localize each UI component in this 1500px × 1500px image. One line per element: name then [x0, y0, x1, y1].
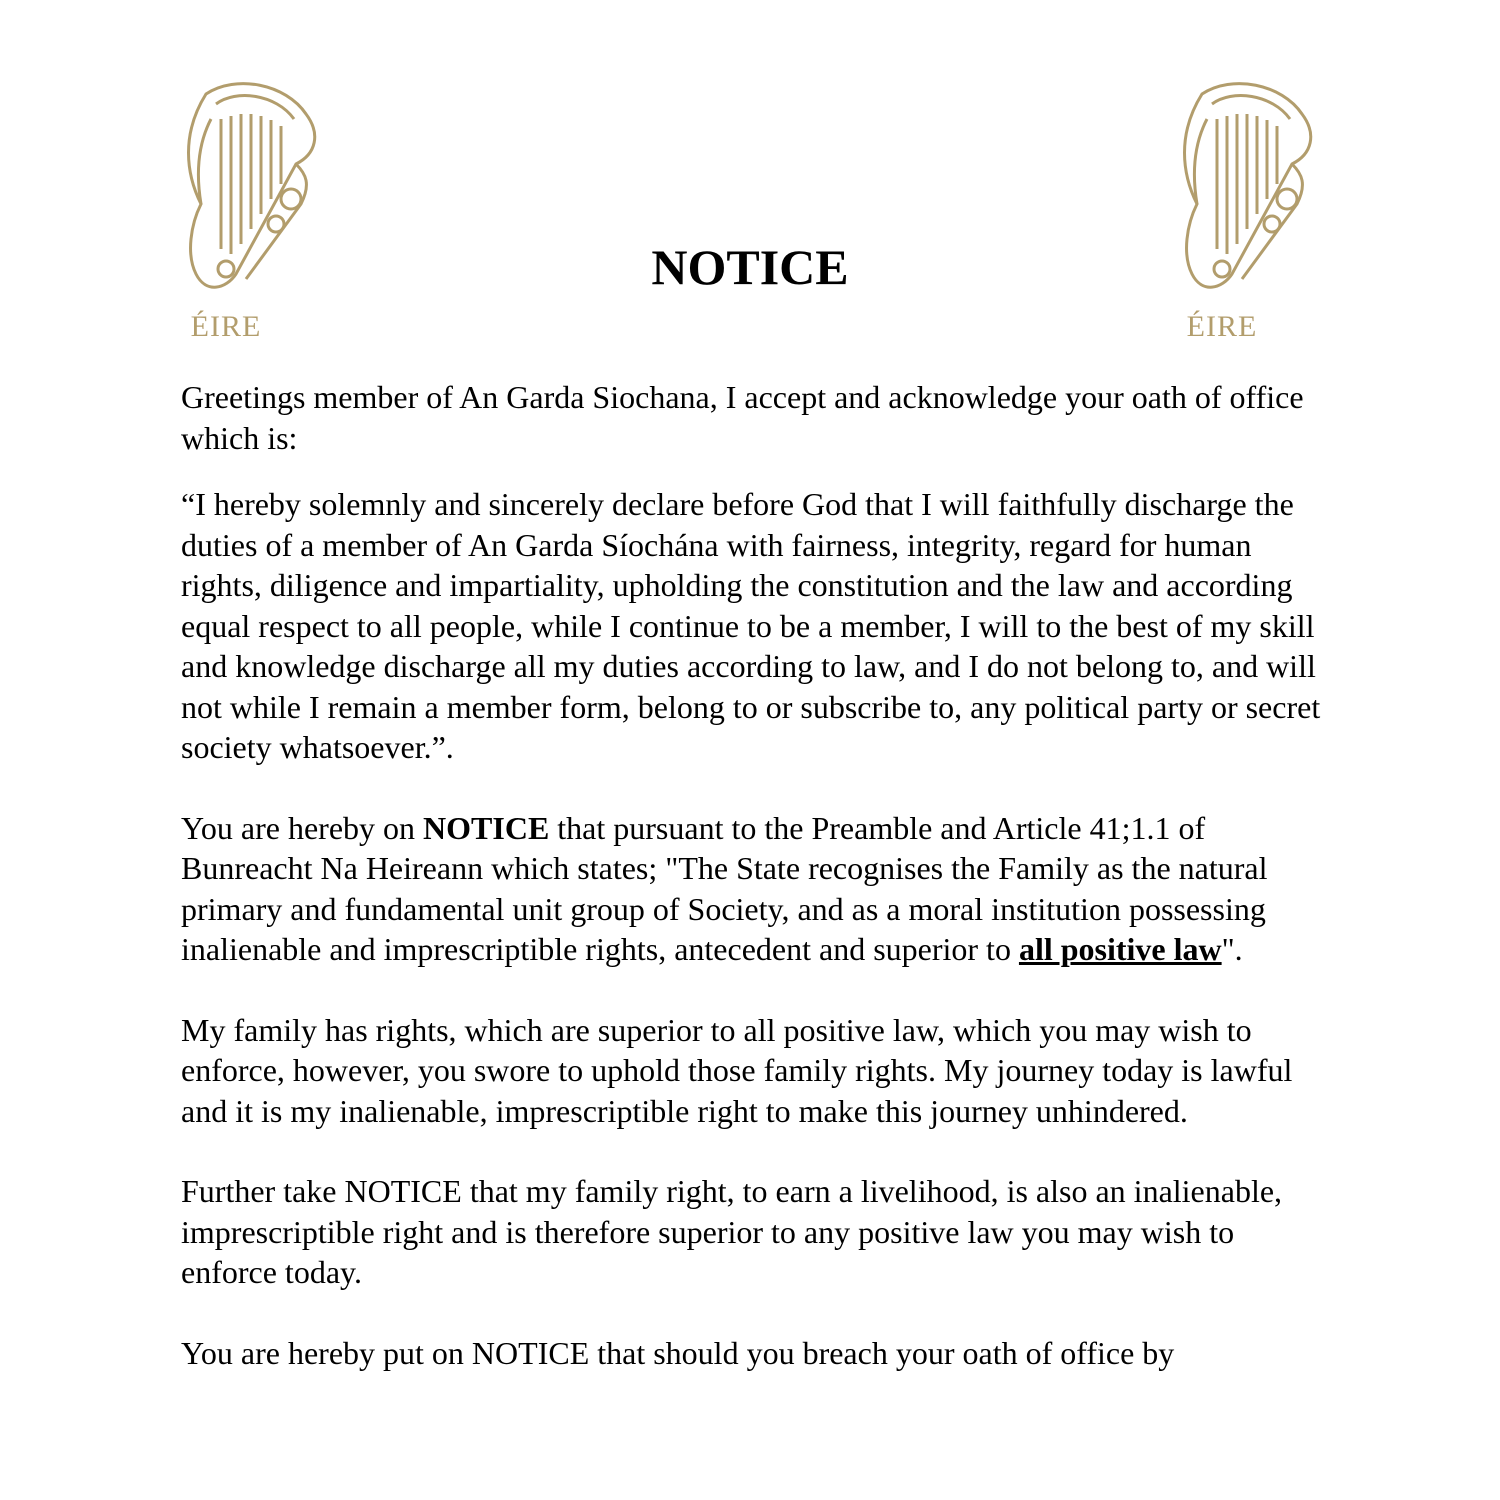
oath-paragraph: “I hereby solemnly and sincerely declare before God that I will faithfully discharge the duties of a member of An Garda Síochána with fairness, integrity, regard for human rights, diligence and impartiality, upholding the constitution and the law and according equal respect to all people, while I continue to be a member, I will to the best of my skill and knowledge discharge all my duties according to law, and I do not belong to, and will not while I remain a member form, belong to or subscribe to, any political party or secret society whatsoever.”. — [181, 486, 1321, 765]
notice-emphasis: all positive law — [1018, 931, 1222, 967]
emblem-label: ÉIRE — [1186, 310, 1258, 343]
livelihood-paragraph: Further take NOTICE that my family right, to earn a livelihood, is also an inalienable, imprescriptible right and is therefore superior to any positive law you may wish to enforce today. — [181, 1173, 1283, 1290]
notice-prefix: You are hereby on — [181, 809, 424, 846]
notice-paragraph — [181, 808, 1331, 970]
breach-paragraph: You are hereby put on NOTICE that should you breach your oath of office by — [181, 1334, 1175, 1371]
notice-middle: that pursuant to the Preamble and Article 41;1.1 of Bunreacht Na Heireann which states; "The State recognises the Family as the natural primary and fundamental unit group of Society, and as a moral institution possessing inalienable and imprescriptible rights, antecedent and superior to — [181, 809, 1268, 967]
harp-emblem-right — [1172, 74, 1322, 344]
emblem-label: ÉIRE — [190, 310, 262, 343]
family-rights-paragraph: My family has rights, which are superior to all positive law, which you may wish to enforce, however, you swore to uphold those family rights. My journey today is lawful and it is my inalienable, imprescriptible right to make this journey unhindered. — [181, 1011, 1293, 1129]
greeting-paragraph: Greetings member of An Garda Siochana, I accept and acknowledge your oath of office which is: — [181, 379, 1304, 456]
notice-suffix: ". — [1221, 931, 1243, 967]
notice-bold-word: NOTICE — [423, 809, 550, 846]
harp-emblem-left — [176, 74, 326, 344]
page-title: NOTICE — [651, 239, 849, 295]
document-body — [181, 377, 1331, 1373]
